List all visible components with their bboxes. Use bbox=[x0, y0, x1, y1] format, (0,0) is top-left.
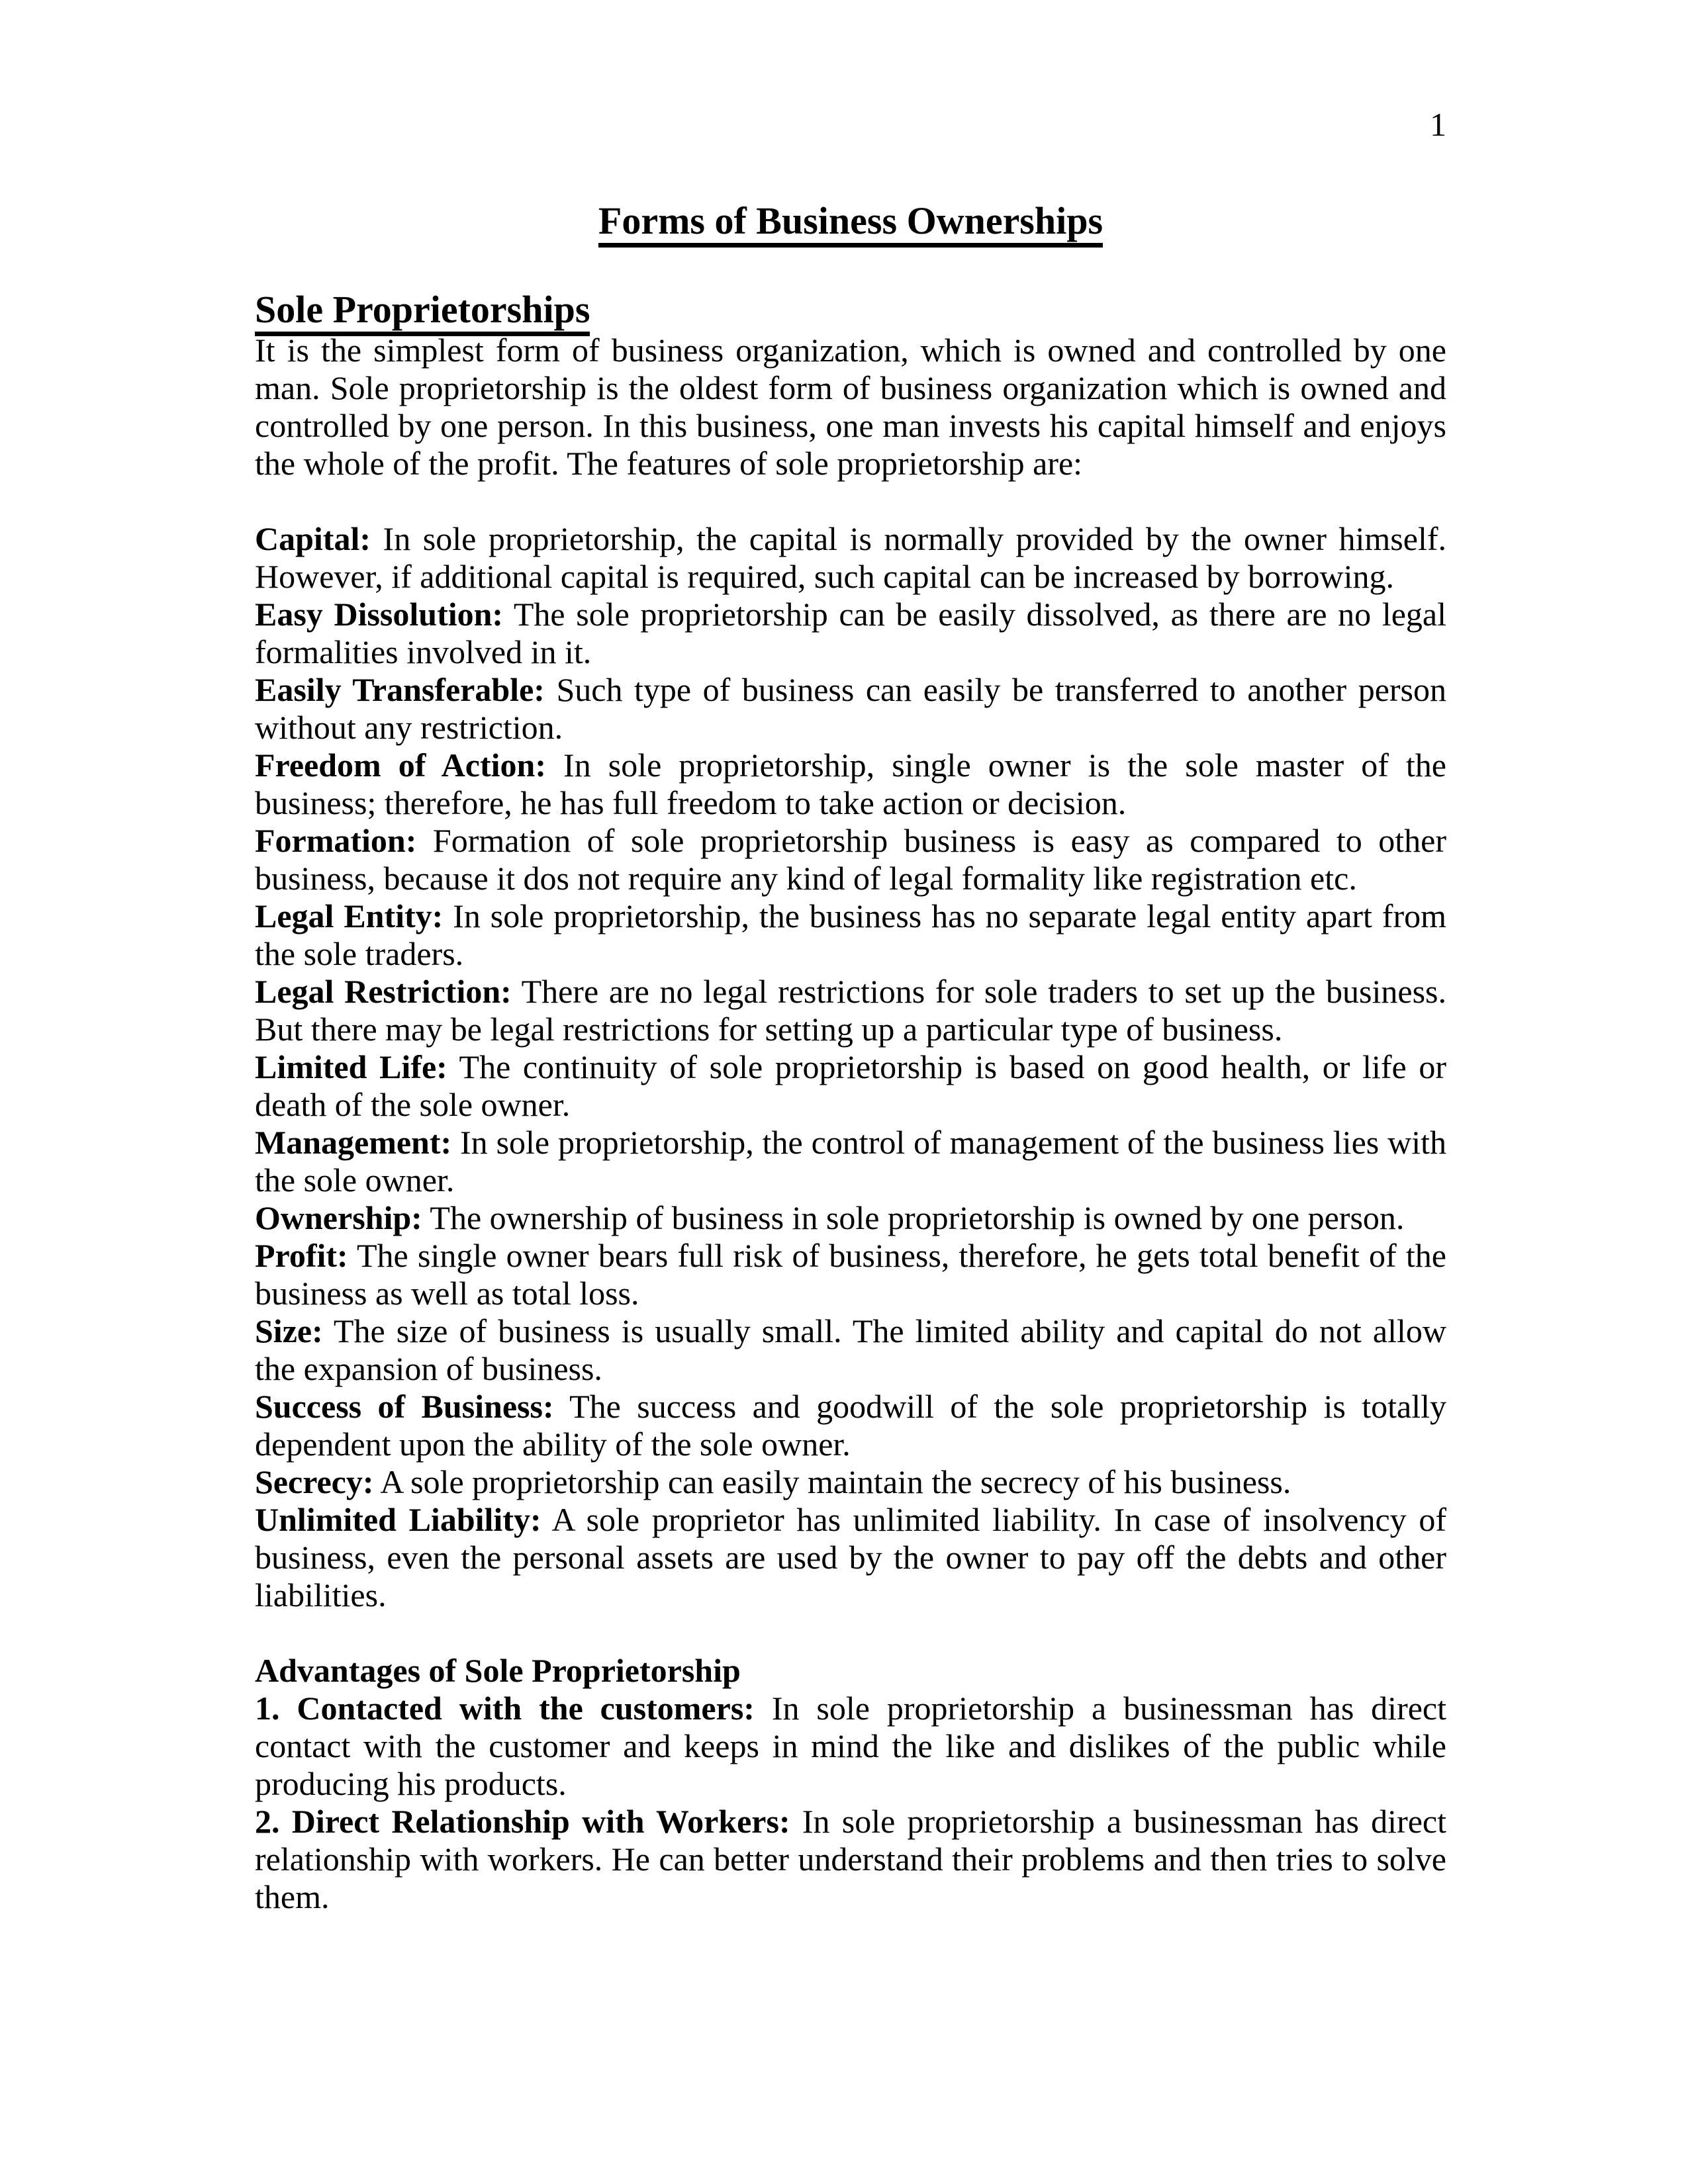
features-list bbox=[255, 520, 1446, 1614]
feature-text: In sole proprietorship, the control of management of the business lies with the sole owner. bbox=[255, 1124, 1446, 1199]
feature-label: Ownership: bbox=[255, 1199, 422, 1236]
feature-text: The continuity of sole proprietorship is based on good health, or life or death of the sole owner. bbox=[255, 1048, 1446, 1123]
feature-text: A sole proprietorship can easily maintain the secrecy of his business. bbox=[373, 1463, 1291, 1500]
feature-paragraph bbox=[255, 671, 1446, 747]
feature-label: Legal Restriction: bbox=[255, 973, 512, 1010]
advantage-paragraph bbox=[255, 1803, 1446, 1916]
feature-label: Limited Life: bbox=[255, 1048, 447, 1085]
feature-label: Easily Transferable: bbox=[255, 671, 545, 708]
feature-paragraph bbox=[255, 1388, 1446, 1463]
advantage-label: 2. Direct Relationship with Workers: bbox=[255, 1803, 790, 1840]
feature-paragraph bbox=[255, 1463, 1446, 1501]
intro-paragraph: It is the simplest form of business organization, which is owned and controlled by one man. Sole proprietorship is the oldest form of business organization which is owned and controlled by one person. In this business, one man invests his capital himself and enjoys the whole of the profit. The features of sole proprietorship are: bbox=[255, 332, 1446, 482]
document-content bbox=[255, 199, 1446, 1916]
feature-paragraph bbox=[255, 747, 1446, 822]
feature-label: Success of Business: bbox=[255, 1388, 554, 1425]
feature-text: In sole proprietorship, the capital is normally provided by the owner himself. However, if additional capital is required, such capital can be increased by borrowing. bbox=[255, 520, 1446, 595]
section-heading bbox=[255, 287, 1446, 332]
feature-label: Easy Dissolution: bbox=[255, 596, 504, 633]
advantage-label: 1. Contacted with the customers: bbox=[255, 1690, 755, 1727]
feature-paragraph bbox=[255, 897, 1446, 973]
advantage-text: In sole proprietorship a businessman has direct contact with the customer and keeps in mind the like and dislikes of the public while producing his products. bbox=[255, 1690, 1447, 1802]
feature-label: Unlimited Liability: bbox=[255, 1501, 541, 1538]
section-heading-text: Sole Proprietorships bbox=[255, 288, 590, 336]
advantages-list bbox=[255, 1690, 1446, 1916]
feature-label: Legal Entity: bbox=[255, 897, 444, 934]
advantage-paragraph bbox=[255, 1690, 1446, 1803]
feature-text: In sole proprietorship, the business has no separate legal entity apart from the sole traders. bbox=[255, 897, 1446, 972]
feature-text: Such type of business can easily be transferred to another person without any restriction. bbox=[255, 671, 1446, 746]
feature-paragraph bbox=[255, 1048, 1446, 1124]
feature-text: The size of business is usually small. The limited ability and capital do not allow the expansion of business. bbox=[255, 1312, 1446, 1387]
feature-label: Profit: bbox=[255, 1237, 348, 1274]
feature-label: Freedom of Action: bbox=[255, 747, 546, 784]
feature-paragraph bbox=[255, 1501, 1446, 1614]
document-title-text: Forms of Business Ownerships bbox=[598, 199, 1103, 248]
document-title bbox=[255, 199, 1446, 243]
feature-label: Secrecy: bbox=[255, 1463, 374, 1500]
feature-paragraph bbox=[255, 520, 1446, 596]
feature-text: Formation of sole proprietorship business is easy as compared to other business, because it dos not require any kind of legal formality like registration etc. bbox=[255, 822, 1446, 897]
advantages-heading: Advantages of Sole Proprietorship bbox=[255, 1652, 741, 1689]
feature-paragraph bbox=[255, 973, 1446, 1048]
feature-paragraph bbox=[255, 822, 1446, 897]
feature-label: Size: bbox=[255, 1312, 323, 1349]
feature-paragraph bbox=[255, 1199, 1446, 1237]
feature-text: The single owner bears full risk of business, therefore, he gets total benefit of the business as well as total loss. bbox=[255, 1237, 1446, 1312]
feature-label: Formation: bbox=[255, 822, 417, 859]
feature-paragraph bbox=[255, 1237, 1446, 1312]
feature-paragraph bbox=[255, 596, 1446, 671]
feature-text: The sole proprietorship can be easily dissolved, as there are no legal formalities involved in it. bbox=[255, 596, 1446, 670]
feature-label: Management: bbox=[255, 1124, 452, 1161]
feature-text: A sole proprietor has unlimited liability. In case of insolvency of business, even the personal assets are used by the owner to pay off the debts and other liabilities. bbox=[255, 1501, 1446, 1614]
page-number: 1 bbox=[1430, 106, 1446, 143]
feature-text: In sole proprietorship, single owner is the sole master of the business; therefore, he has full freedom to take action or decision. bbox=[255, 747, 1447, 821]
feature-text: The success and goodwill of the sole proprietorship is totally dependent upon the ability of the sole owner. bbox=[255, 1388, 1446, 1463]
feature-paragraph bbox=[255, 1124, 1446, 1199]
feature-paragraph bbox=[255, 1312, 1446, 1388]
advantage-text: In sole proprietorship a businessman has direct relationship with workers. He can better understand their problems and then tries to solve them. bbox=[255, 1803, 1447, 1915]
feature-label: Capital: bbox=[255, 520, 371, 557]
feature-text: The ownership of business in sole proprietorship is owned by one person. bbox=[422, 1199, 1405, 1236]
feature-text: There are no legal restrictions for sole traders to set up the business. But there may be legal restrictions for setting up a particular type of business. bbox=[255, 973, 1446, 1048]
